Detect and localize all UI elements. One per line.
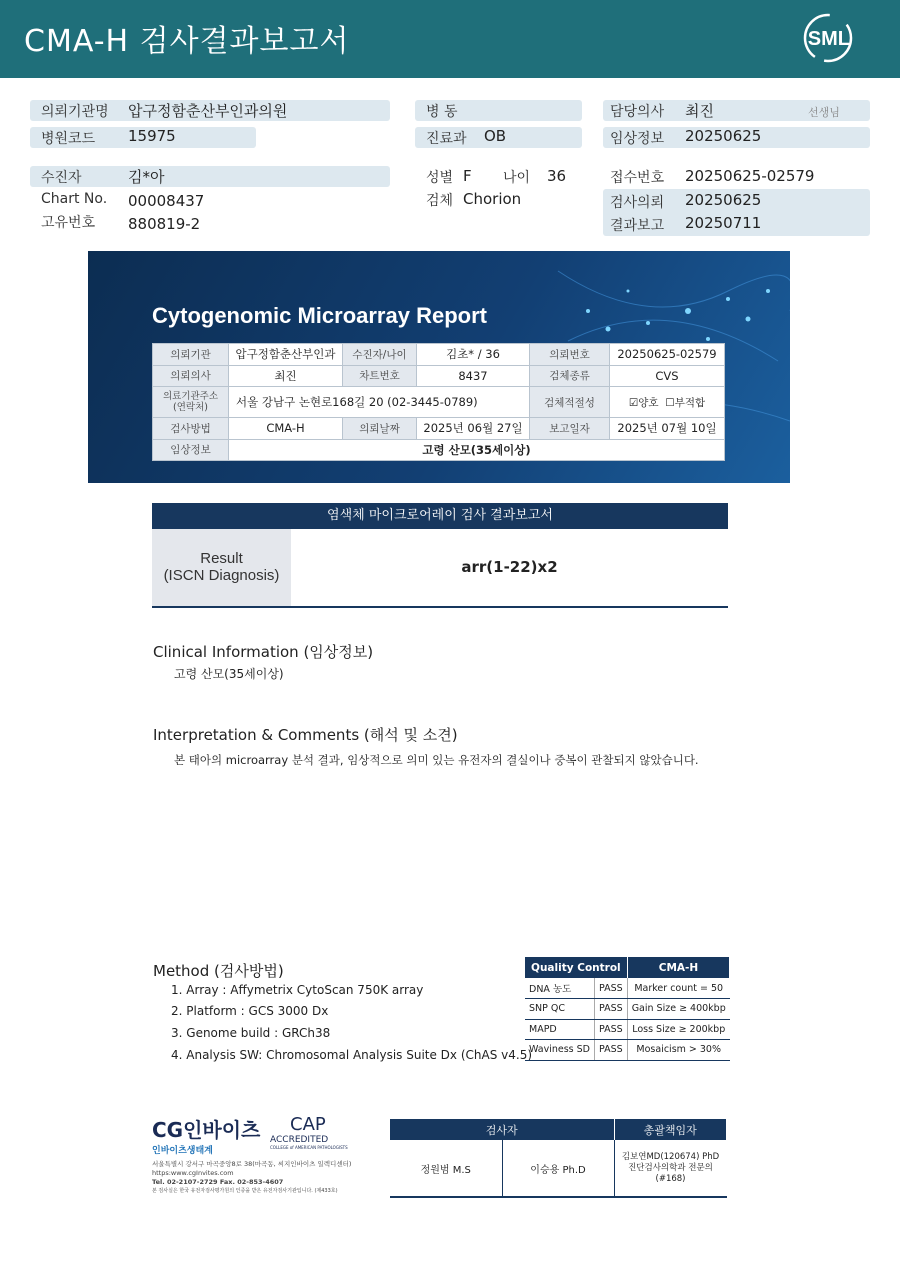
- hospital-code-value: 15975: [128, 127, 176, 145]
- banner-title: Cytogenomic Microarray Report: [152, 303, 487, 328]
- cap-small: COLLEGE of AMERICAN PATHOLOGISTS: [270, 1145, 348, 1150]
- report-label: 결과보고: [610, 218, 665, 234]
- cell-header: 의뢰기관: [153, 344, 229, 366]
- director-2: 진단검사의학과 전문의(#168): [628, 1162, 713, 1184]
- adequacy-cell: [610, 387, 725, 418]
- adequate-label: 양호: [638, 396, 659, 409]
- hospital-code-label: 병원코드: [41, 131, 96, 147]
- clinical-label: 임상정보: [610, 131, 665, 147]
- ward-label: 병 동: [426, 104, 458, 120]
- cell-header: 차트번호: [343, 365, 417, 387]
- signature-table: [390, 1119, 727, 1198]
- cell-value: 최진: [229, 365, 343, 387]
- qc-name: Waviness SD: [525, 1040, 595, 1061]
- cell-value: 20250625-02579: [610, 344, 725, 366]
- tel-line: Tel. 02-2107-2729 Fax. 02-853-4607: [152, 1178, 284, 1186]
- company-logo: [152, 1114, 260, 1156]
- qc-criteria: Gain Size ≥ 400kbp: [627, 999, 730, 1020]
- receipt-value: 20250625-02579: [685, 167, 815, 185]
- director-cell: [614, 1140, 727, 1197]
- title-bar: [0, 0, 900, 78]
- cell-value: CMA-H: [229, 418, 343, 440]
- chart-label: Chart No.: [41, 191, 108, 207]
- cell-header: 보고일자: [530, 418, 610, 440]
- dept-label: 진료과: [426, 131, 467, 147]
- cell-value: 2025년 06월 27일: [417, 418, 530, 440]
- qc-criteria: Marker count = 50: [627, 978, 730, 999]
- request-label: 검사의뢰: [610, 195, 665, 211]
- cell-header: 수진자/나이: [343, 344, 417, 366]
- cell-header: 검체종류: [530, 365, 610, 387]
- qc-status: PASS: [595, 1040, 628, 1061]
- director-header: 총괄책임자: [614, 1119, 727, 1140]
- result-label-2: (ISCN Diagnosis): [163, 567, 280, 584]
- specimen-value: Chorion: [463, 190, 522, 208]
- cell-header: 검사방법: [153, 418, 229, 440]
- cap-logo: [270, 1114, 348, 1150]
- cell-header: [153, 387, 229, 418]
- company-sub: 인바이츠생태계: [152, 1146, 213, 1156]
- examiner-2: 이승용 Ph.D: [502, 1140, 614, 1197]
- result-heading: 염색체 마이크로어레이 검사 결과보고서: [152, 503, 728, 529]
- qc-criteria: Mosaicism > 30%: [627, 1040, 730, 1061]
- unique-label: 고유번호: [41, 215, 96, 231]
- qc-table: [525, 957, 730, 1061]
- address-header-2: (연락처): [173, 402, 208, 413]
- report-banner: [88, 251, 790, 483]
- table-row: [525, 978, 730, 999]
- qc-status: PASS: [595, 999, 628, 1020]
- checked-box-icon: ☑: [628, 396, 639, 409]
- table-row: [525, 1019, 730, 1040]
- unchecked-box-icon: ☐: [665, 396, 675, 409]
- qc-status: PASS: [595, 978, 628, 999]
- cell-value: 고령 산모(35세이상): [229, 439, 725, 461]
- qc-name: SNP QC: [525, 999, 595, 1020]
- sex-label: 성별: [426, 170, 454, 186]
- cell-value: 압구정함춘산부인과: [229, 344, 343, 366]
- result-label: [152, 529, 291, 606]
- director-1: 김보연MD(120674) PhD: [621, 1151, 720, 1162]
- cap-accredited: ACCREDITED: [270, 1135, 329, 1145]
- qc-criteria: Loss Size ≥ 200kbp: [627, 1019, 730, 1040]
- footer-address: [152, 1160, 351, 1196]
- institution-label: 의뢰기관명: [41, 104, 109, 120]
- clinical-value: 20250625: [685, 127, 762, 145]
- cell-value: CVS: [610, 365, 725, 387]
- cell-header: 검체적절성: [530, 387, 610, 418]
- institution-value: 압구정함춘산부인과의원: [128, 102, 288, 120]
- cell-value: 서울 강남구 논현로168길 20 (02-3445-0789): [229, 387, 530, 418]
- qc-name: DNA 농도: [525, 978, 595, 999]
- web-line: https:www.cgInvites.com: [152, 1169, 234, 1177]
- unique-value: 880819-2: [128, 215, 201, 233]
- request-value: 20250625: [685, 191, 762, 209]
- method-item: 4. Analysis SW: Chromosomal Analysis Suite Dx (ChAS v4.5): [171, 1048, 533, 1062]
- doctor-suffix: 선생님: [808, 106, 840, 119]
- cell-value: 2025년 07월 10일: [610, 418, 725, 440]
- page-title: CMA-H 검사결과보고서: [24, 24, 350, 59]
- table-row: [525, 999, 730, 1020]
- patient-label: 수진자: [41, 170, 82, 186]
- doctor-label: 담당의사: [610, 104, 665, 120]
- dept-value: OB: [484, 127, 507, 145]
- cell-header: 의뢰번호: [530, 344, 610, 366]
- interpretation-heading: Interpretation & Comments (해석 및 소견): [153, 726, 458, 744]
- age-value: 36: [547, 167, 567, 185]
- cap-title: CAP: [290, 1114, 326, 1135]
- patient-value: 김*아: [128, 168, 165, 186]
- method-item: 3. Genome build : GRCh38: [171, 1026, 331, 1040]
- cell-value: 김초* / 36: [417, 344, 530, 366]
- cell-header: 의뢰의사: [153, 365, 229, 387]
- inadequate-label: 부적합: [674, 396, 706, 409]
- result-value: arr(1-22)x2: [461, 558, 558, 576]
- cell-header: 임상정보: [153, 439, 229, 461]
- chart-value: 00008437: [128, 192, 205, 210]
- qc-status: PASS: [595, 1019, 628, 1040]
- examiner-header: 검사자: [390, 1119, 614, 1140]
- company-name: CG인바이츠: [152, 1118, 261, 1142]
- address-line: 서울특별시 강서구 마곡중앙8로 38(마곡동, 씨지인바이츠 일렉디센터): [152, 1160, 352, 1168]
- result-label-1: Result: [200, 550, 243, 567]
- cell-header: 의뢰날짜: [343, 418, 417, 440]
- clinical-heading: Clinical Information (임상정보): [153, 643, 374, 661]
- method-item: 1. Array : Affymetrix CytoScan 750K array: [171, 983, 424, 997]
- examiner-1: 정원범 M.S: [390, 1140, 502, 1197]
- qc-name: MAPD: [525, 1019, 595, 1040]
- result-box: [152, 529, 728, 608]
- qc-header: Quality Control: [525, 957, 627, 978]
- method-heading: Method (검사방법): [153, 962, 284, 980]
- interpretation-text: 본 태아의 microarray 분석 결과, 임상적으로 의미 있는 유전자의 결실이나 중복이 관찰되지 않았습니다.: [174, 753, 699, 767]
- report-value: 20250711: [685, 214, 762, 232]
- banner-info-table: [152, 343, 725, 461]
- qc-header: CMA-H: [627, 957, 730, 978]
- logo-text: SML: [807, 28, 850, 50]
- cert-note: 본 검사실은 한국 유전자검사평가원의 인증을 받은 유전자검사기관입니다. (제433호): [152, 1188, 338, 1194]
- sex-value: F: [463, 167, 472, 185]
- specimen-label: 검체: [426, 193, 454, 209]
- address-header-1: 의료기관주소: [162, 391, 219, 402]
- cell-value: 8437: [417, 365, 530, 387]
- receipt-label: 접수번호: [610, 170, 665, 186]
- clinical-text: 고령 산모(35세이상): [174, 667, 284, 681]
- table-row: [525, 1040, 730, 1061]
- age-label: 나이: [503, 170, 531, 186]
- doctor-value: 최진: [685, 102, 714, 120]
- method-item: 2. Platform : GCS 3000 Dx: [171, 1004, 329, 1018]
- patient-row-bg: [30, 166, 390, 187]
